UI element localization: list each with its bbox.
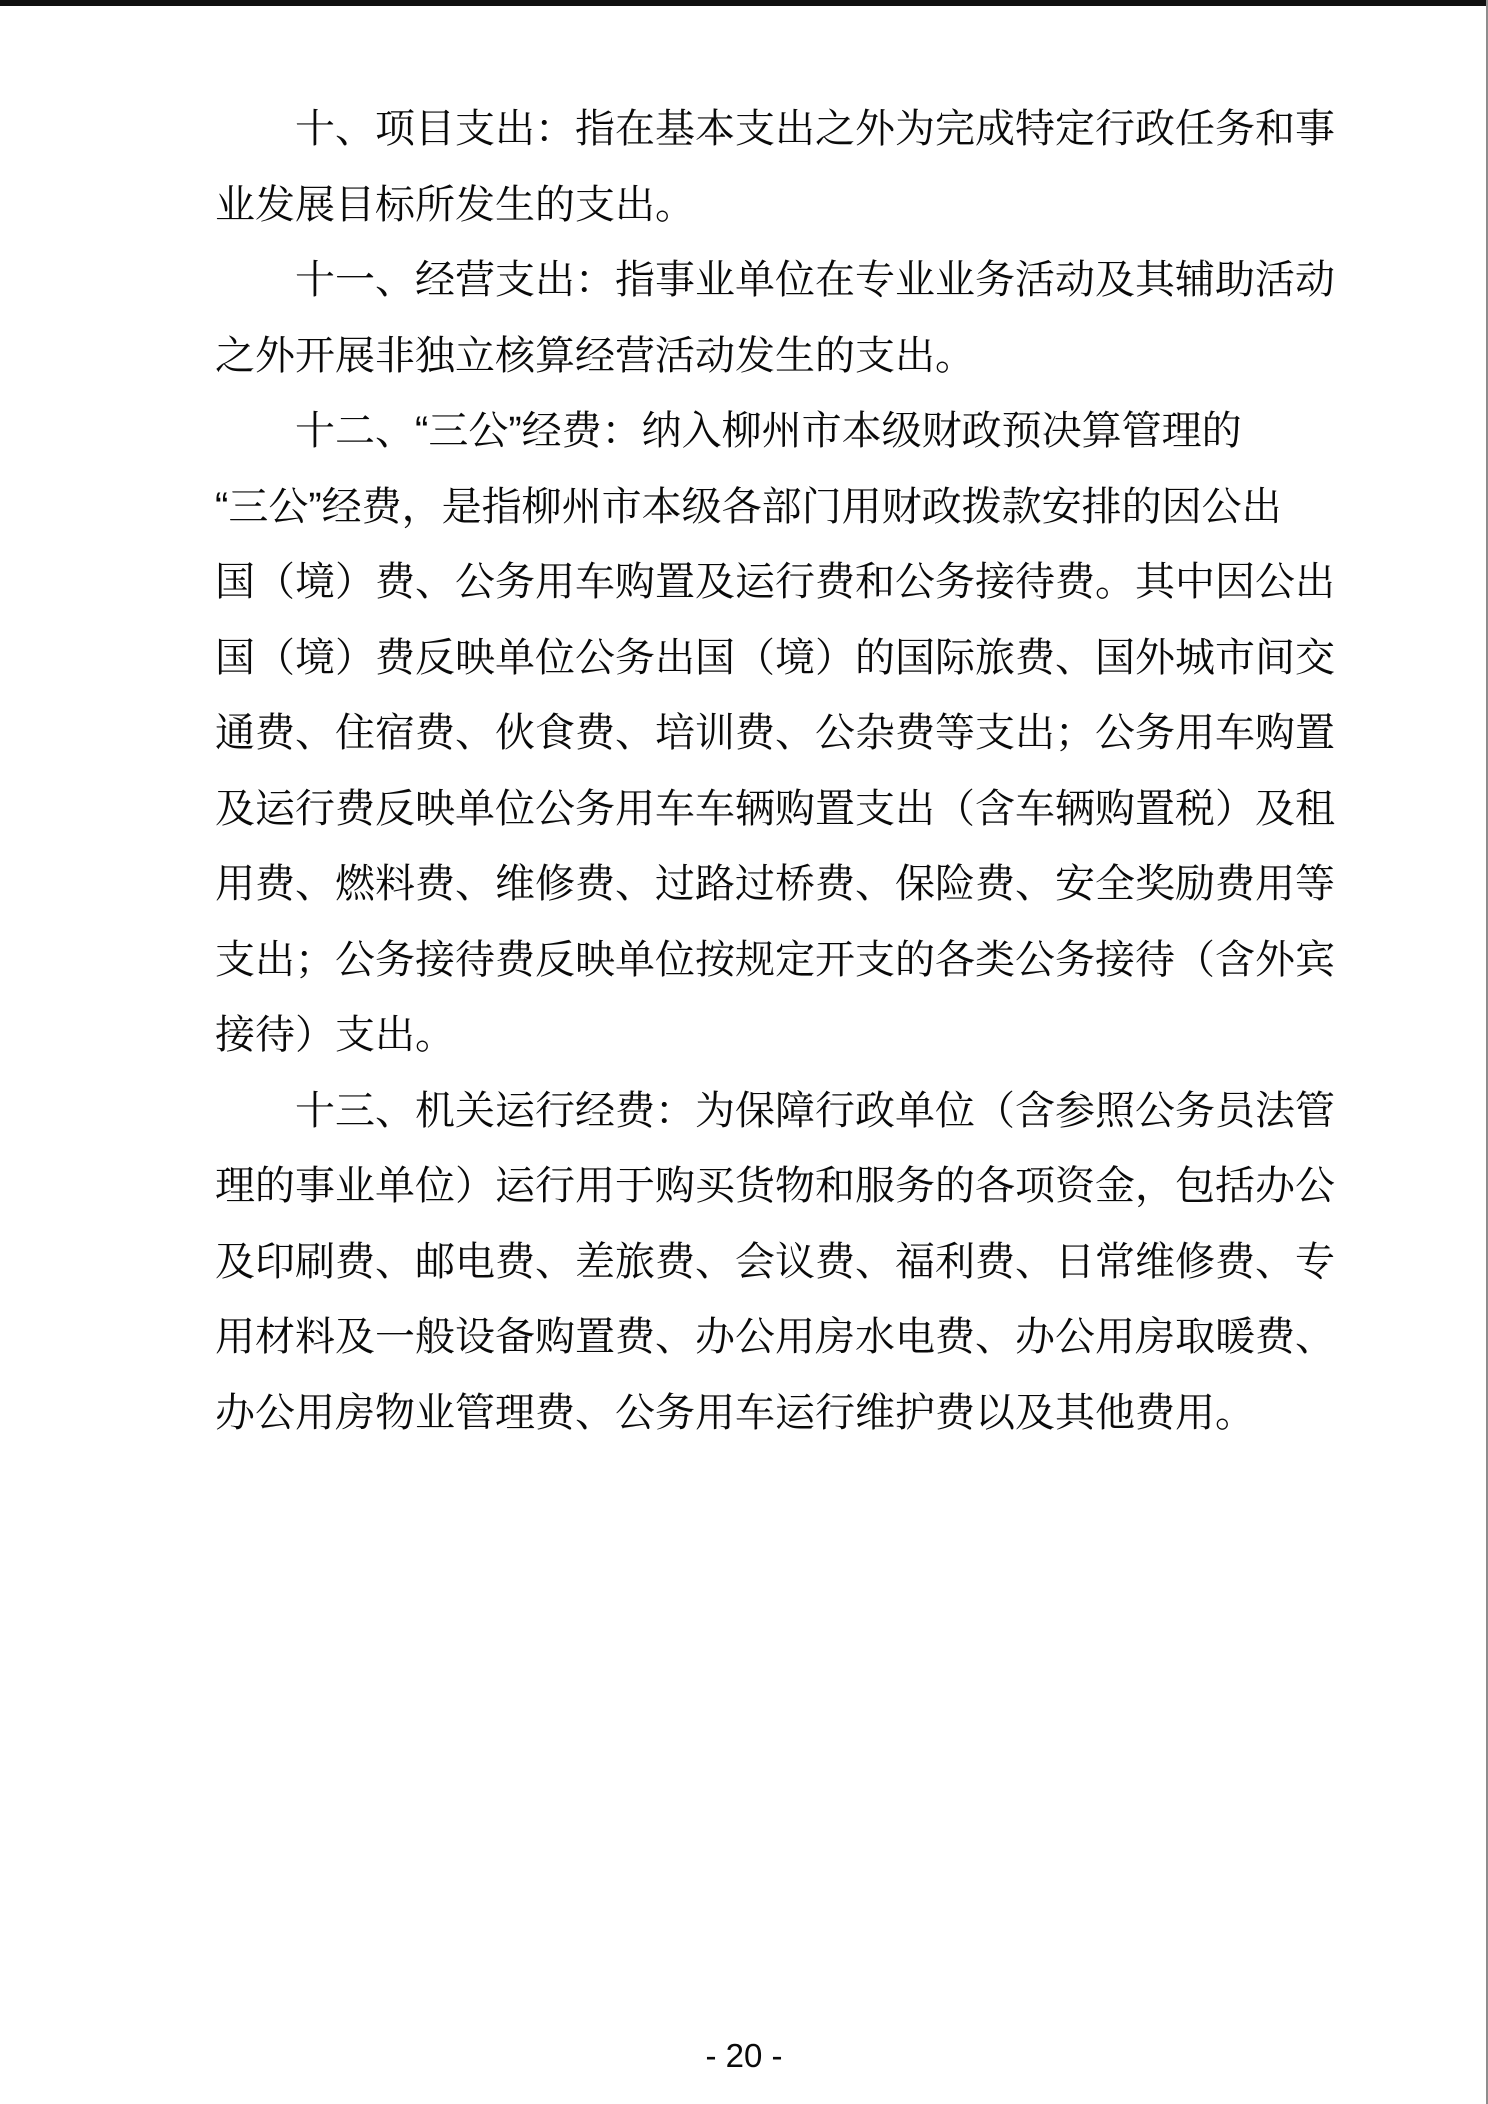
- text-line: 用费、燃料费、维修费、过路过桥费、保险费、安全奖励费用等: [215, 862, 1335, 906]
- paragraph-item-12-three-public-funds: [215, 394, 1337, 1074]
- text-line: 支出；公务接待费反映单位按规定开支的各类公务接待（含外宾: [215, 937, 1335, 982]
- scan-artifact-top-edge: [0, 0, 1488, 6]
- text-line: 及印刷费、邮电费、差旅费、会议费、福利费、日常维修费、专: [215, 1239, 1335, 1284]
- text-line: 之外开展非独立核算经营活动发生的支出。: [215, 333, 975, 378]
- document-body: [215, 92, 1337, 1451]
- text-line: 用材料及一般设备购置费、办公用房水电费、办公用房取暖费、: [215, 1315, 1335, 1359]
- text-line: 十二、“三公”经费：纳入柳州市本级财政预决算管理的: [295, 409, 1242, 453]
- paragraph-item-10-project-expenditure: [215, 92, 1337, 243]
- text-line: 理的事业单位）运行用于购买货物和服务的各项资金，包括办公: [215, 1164, 1335, 1208]
- text-line: 业发展目标所发生的支出。: [215, 182, 695, 227]
- text-line: 接待）支出。: [215, 1013, 455, 1057]
- text-line: “三公”经费，是指柳州市本级各部门用财政拨款安排的因公出: [215, 484, 1282, 529]
- text-line: 及运行费反映单位公务用车车辆购置支出（含车辆购置税）及租: [215, 786, 1335, 831]
- paragraph-item-13-agency-operating-funds: [215, 1074, 1337, 1452]
- page-number: - 20 -: [705, 2037, 783, 2074]
- text-line: 国（境）费反映单位公务出国（境）的国际旅费、国外城市间交: [215, 635, 1335, 680]
- text-line: 通费、住宿费、伙食费、培训费、公杂费等支出；公务用车购置: [215, 711, 1335, 755]
- text-line: 十三、机关运行经费：为保障行政单位（含参照公务员法管: [295, 1088, 1335, 1133]
- text-line: 办公用房物业管理费、公务用车运行维护费以及其他费用。: [215, 1390, 1255, 1435]
- text-line: 国（境）费、公务用车购置及运行费和公务接待费。其中因公出: [215, 560, 1335, 604]
- text-line: 十一、经营支出：指事业单位在专业业务活动及其辅助活动: [295, 258, 1335, 302]
- text-line: 十、项目支出：指在基本支出之外为完成特定行政任务和事: [295, 107, 1335, 151]
- paragraph-item-11-operating-expenditure: [215, 243, 1337, 394]
